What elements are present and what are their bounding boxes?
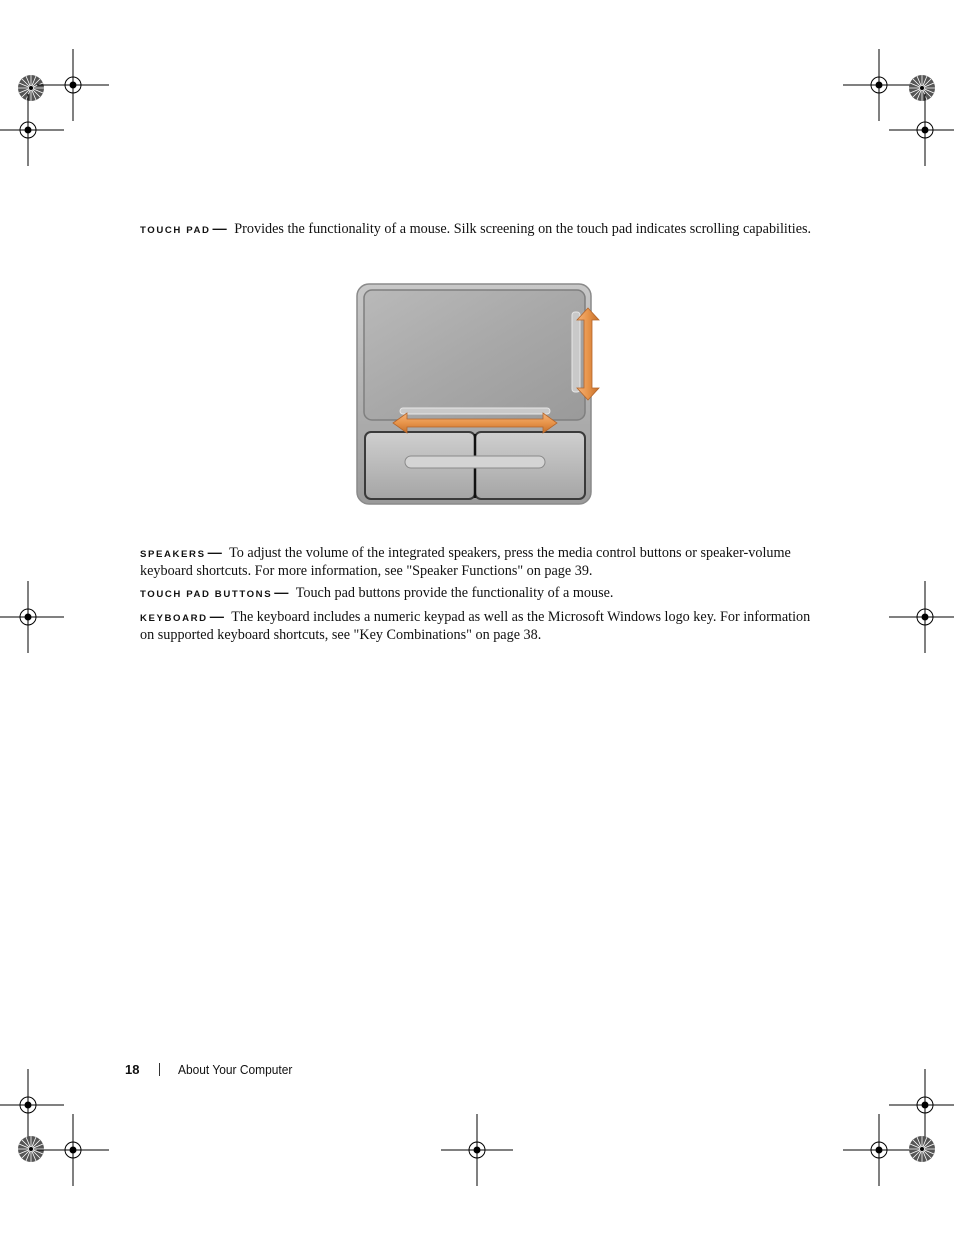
crosshair-mark-icon xyxy=(0,94,64,166)
em-dash: — xyxy=(274,585,289,601)
touch-pad-buttons-term: TOUCH PAD BUTTONS xyxy=(140,589,273,600)
footer-separator xyxy=(159,1063,160,1076)
crosshair-mark-icon xyxy=(843,49,915,121)
star-mark-icon xyxy=(909,75,935,101)
speakers-term: SPEAKERS xyxy=(140,549,206,560)
crosshair-mark-icon xyxy=(843,1114,915,1186)
vertical-scroll-zone xyxy=(572,312,580,392)
star-mark-icon xyxy=(18,75,44,101)
touch-pad-description: Provides the functionality of a mouse. Silk screening on the touch pad indicates scrolling capabilities. xyxy=(234,221,812,237)
star-mark-icon xyxy=(909,1136,935,1162)
touch-pad-illustration xyxy=(355,282,605,508)
em-dash: — xyxy=(212,221,227,237)
speakers-paragraph xyxy=(140,545,820,580)
touch-pad-term: TOUCH PAD xyxy=(140,225,211,236)
star-mark-icon xyxy=(18,1136,44,1162)
page-number: 18 xyxy=(125,1062,140,1077)
page-footer xyxy=(125,1062,302,1077)
crosshair-mark-icon xyxy=(37,1114,109,1186)
touch-pad-buttons-description: Touch pad buttons provide the functionality of a mouse. xyxy=(295,585,614,601)
speakers-description: To adjust the volume of the integrated speakers, press the media control buttons or speaker-volume keyboard shortcuts. For more information, see "Speaker Functions" on page 39. xyxy=(140,545,791,579)
crosshair-mark-icon xyxy=(889,1069,954,1141)
button-groove xyxy=(405,456,545,468)
crosshair-mark-icon xyxy=(889,581,954,653)
keyboard-paragraph xyxy=(140,609,820,644)
crosshair-mark-icon xyxy=(37,49,109,121)
touch-pad-surface xyxy=(364,290,585,420)
horizontal-scroll-zone xyxy=(400,408,550,414)
crosshair-mark-icon xyxy=(0,1069,64,1141)
footer-chapter-title: About Your Computer xyxy=(178,1062,293,1077)
touch-pad-paragraph xyxy=(140,221,820,239)
em-dash: — xyxy=(209,609,224,625)
crosshair-mark-icon xyxy=(441,1114,513,1186)
em-dash: — xyxy=(207,545,222,561)
touch-pad-buttons-paragraph xyxy=(140,585,820,603)
crosshair-mark-icon xyxy=(0,581,64,653)
keyboard-description: The keyboard includes a numeric keypad as well as the Microsoft Windows logo key. For information on supported keyboard shortcuts, see "Key Combinations" on page 38. xyxy=(140,609,811,643)
keyboard-term: KEYBOARD xyxy=(140,613,208,624)
crosshair-mark-icon xyxy=(889,94,954,166)
